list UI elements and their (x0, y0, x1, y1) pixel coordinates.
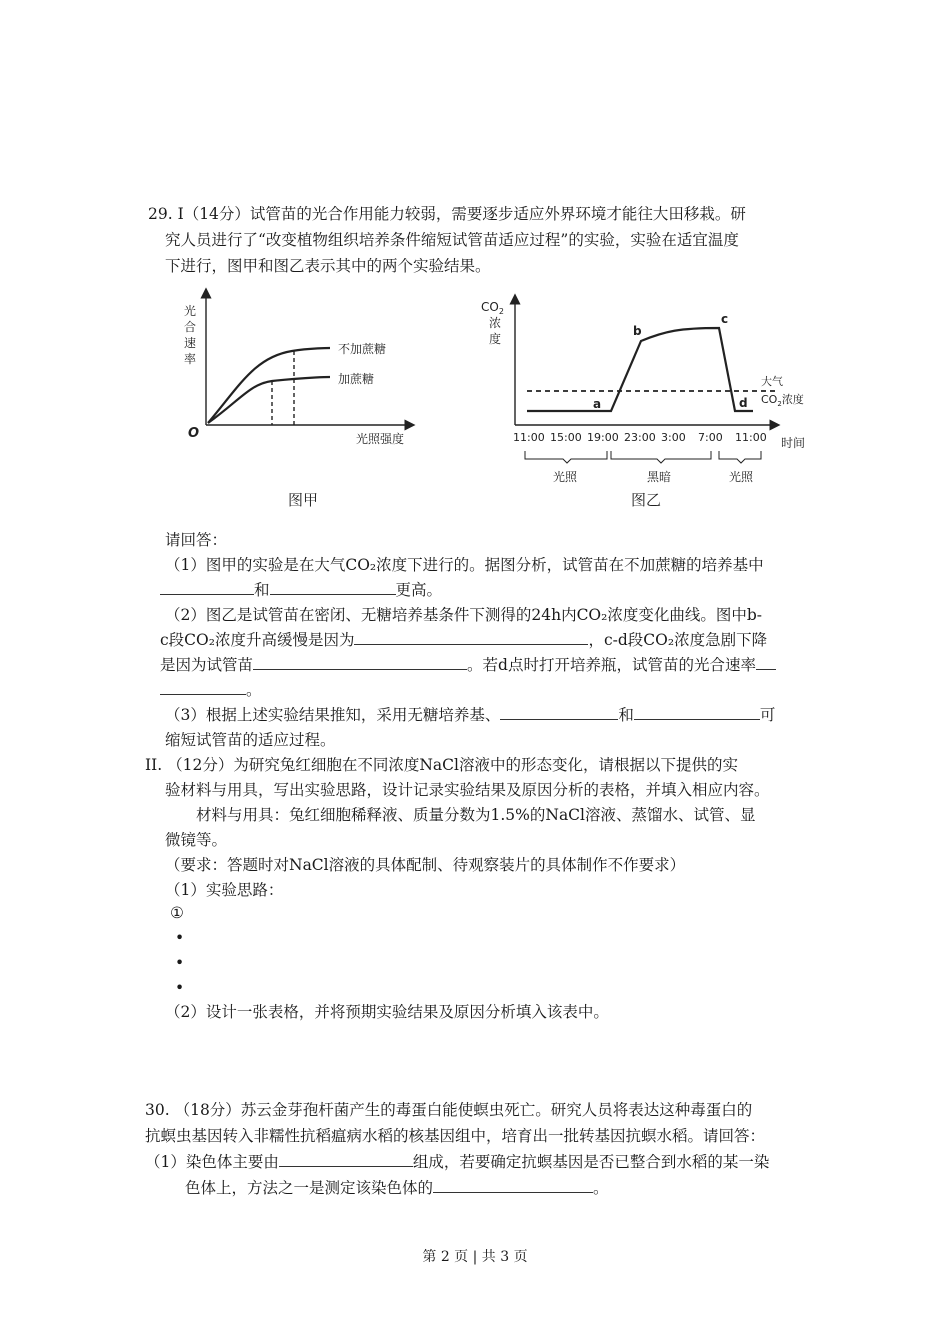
q29-intro-line-2: 究人员进行了“改变植物组织培养条件缩短试管苗适应过程”的实验，实验在适宜温度 (165, 231, 739, 249)
fig-b-point-a: a (593, 397, 602, 411)
fig-a-xlabel: 光照强度 (356, 432, 405, 446)
answer-blank[interactable] (160, 680, 246, 695)
fig-b-brace-2 (611, 451, 711, 463)
fig-b-ylabel-co: $CO_2$ (481, 300, 504, 316)
fig-b-point-b: b (633, 324, 642, 338)
fig-a-ylabel-3: 速 (184, 336, 197, 350)
fig-a-caption: 图甲 (288, 491, 319, 509)
fig-b-xlabel: 时间 (781, 436, 806, 450)
q30-intro-line-2: 抗螟虫基因转入非糯性抗稻瘟病水稻的核基因组中，培育出一批转基因抗螟水稻。请回答： (145, 1127, 766, 1145)
q29-intro-line-3: 下进行，图甲和图乙表示其中的两个实验结果。 (165, 257, 491, 275)
fig-b-phase-light-2: 光照 (729, 470, 754, 484)
q29-s2-line-2: c段CO₂浓度升高缓慢是因为 ，c-d段CO₂浓度急剧下降 (160, 631, 768, 649)
fig-a-ylabel-2: 合 (184, 320, 197, 334)
q29-ii-line-2: 验材料与用具，写出实验思路，设计记录实验结果及原因分析的表格，并填入相应内容。 (165, 781, 770, 799)
fig-b-tick-label: 19:00 (587, 431, 619, 444)
fig-b-tick-label: 15:00 (550, 431, 582, 444)
q29-prompt: 请回答： (165, 531, 228, 549)
answer-blank[interactable] (160, 580, 254, 595)
answer-blank[interactable] (270, 580, 396, 595)
q29-ii-line-4: 微镜等。 (165, 831, 228, 849)
fig-b-ylabel-2: 浓 (489, 316, 502, 330)
answer-blank[interactable] (500, 705, 618, 720)
q30-s1-line-1: （1）染色体主要由 组成，若要确定抗螟基因是否已整合到水稻的某一染 (145, 1153, 770, 1171)
fig-b-brace-3 (719, 451, 761, 463)
q29-ii-line-1: II. （12分）为研究兔红细胞在不同浓度NaCl溶液中的形态变化，请根据以下提供的实 (145, 756, 738, 774)
fig-b-tick-label: 23:00 (624, 431, 656, 444)
fig-a-label-lower: 加蔗糖 (338, 372, 375, 386)
fig-b-point-c: c (721, 312, 729, 326)
q29-s1-line-1: （1）图甲的实验是在大气CO₂浓度下进行的。据图分析，试管苗在不加蔗糖的培养基中 (165, 556, 764, 574)
fig-b-tick-label: 11:00 (735, 431, 767, 444)
fig-b-point-d: d (739, 396, 748, 410)
q29-s3-line-1: （3）根据上述实验结果推知，采用无糖培养基、 和 可 (165, 706, 776, 724)
answer-blank[interactable] (634, 705, 760, 720)
fig-b-ref-label-2: $CO_2$浓度 (761, 393, 804, 408)
answer-blank[interactable] (354, 630, 588, 645)
answer-blank[interactable] (279, 1152, 413, 1167)
fig-a-curve-no-sucrose (208, 348, 330, 423)
fig-b-tick-labels (513, 431, 767, 444)
q29-ii-bullet-3: • (175, 979, 185, 997)
q29-ii-line-3: 材料与用具：兔红细胞稀释液、质量分数为1.5%的NaCl溶液、蒸馏水、试管、显 (196, 806, 756, 824)
answer-blank[interactable] (433, 1178, 593, 1193)
fig-a-origin: O (188, 426, 200, 441)
figure-a (170, 285, 430, 520)
q29-s2-line-3: 是因为试管苗 。若d点时打开培养瓶，试管苗的光合速率 (160, 655, 776, 675)
fig-b-curve (527, 328, 753, 411)
q29-s2-line-1: （2）图乙是试管苗在密闭、无糖培养基条件下测得的24h内CO₂浓度变化曲线。图中b- (165, 606, 763, 624)
fig-b-brace-1 (525, 451, 607, 463)
fig-b-tick-label: 7:00 (698, 431, 723, 444)
fig-b-tick-label: 3:00 (661, 431, 686, 444)
fig-b-ylabel-3: 度 (489, 332, 502, 346)
answer-blank[interactable] (253, 655, 467, 670)
figure-b (475, 285, 825, 520)
answer-blank[interactable] (756, 655, 776, 670)
fig-a-ylabel-1: 光 (184, 304, 197, 318)
q30-s1-line-2: 色体上，方法之一是测定该染色体的 。 (185, 1179, 609, 1197)
q29-s2-line-4: 。 (160, 680, 262, 700)
fig-b-caption: 图乙 (631, 491, 662, 509)
fig-a-label-upper: 不加蔗糖 (338, 342, 387, 356)
q29-ii-bullet-1: • (175, 929, 185, 947)
q29-ii-q1: （1）实验思路： (165, 881, 284, 899)
q29-ii-bullet-2: • (175, 954, 185, 972)
page-footer: 第 2 页 | 共 3 页 (422, 1249, 528, 1265)
q30-intro-line-1: 30. （18分）苏云金芽孢杆菌产生的毒蛋白能使螟虫死亡。研究人员将表达这种毒蛋白的 (145, 1101, 753, 1119)
q29-ii-requirement: （要求：答题时对NaCl溶液的具体配制、待观察装片的具体制作不作要求） (165, 856, 686, 874)
q29-intro-line-1: 29. I（14分）试管苗的光合作用能力较弱，需要逐步适应外界环境才能往大田移栽。研 (148, 205, 746, 223)
fig-b-tick-label: 11:00 (513, 431, 545, 444)
fig-b-phase-light-1: 光照 (553, 470, 578, 484)
q29-ii-q2: （2）设计一张表格，并将预期实验结果及原因分析填入该表中。 (165, 1003, 609, 1021)
q29-s1-line-2: 和 更高。 (160, 580, 442, 600)
fig-b-phase-dark: 黑暗 (647, 470, 672, 484)
fig-a-ylabel-4: 率 (184, 352, 197, 366)
q29-s3-line-2: 缩短试管苗的适应过程。 (165, 731, 336, 749)
fig-b-ref-label-1: 大气 (761, 375, 783, 388)
q29-ii-step-1: ① (170, 904, 184, 922)
